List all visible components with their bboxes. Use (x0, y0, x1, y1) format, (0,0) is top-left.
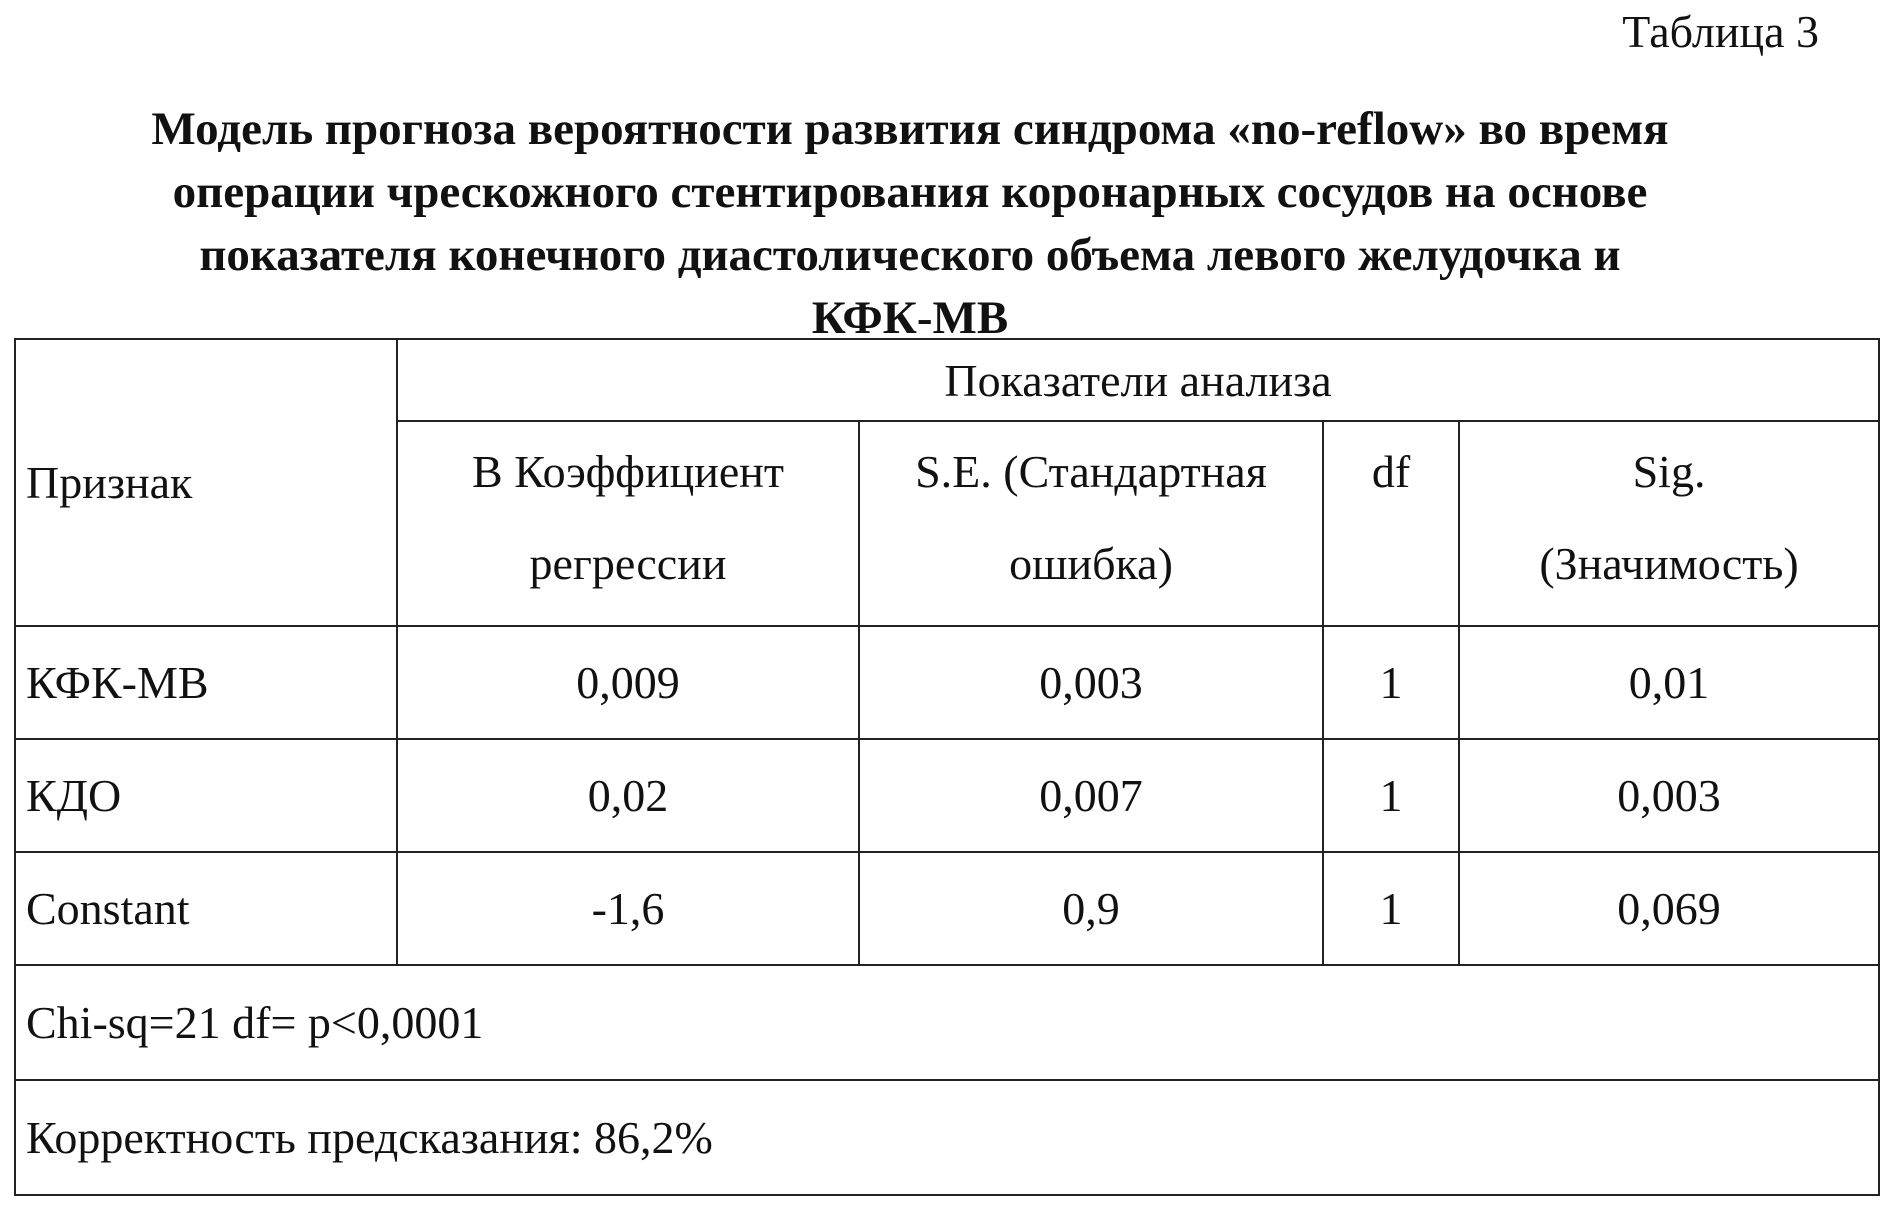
column-header-sig-line-2: (Значимость) (1539, 538, 1799, 589)
cell-feature: КФК-МВ (15, 626, 397, 739)
title-line-2: операции чрескожного стентирования коронарных сосудов на основе (172, 166, 1648, 218)
header-row-group (15, 339, 1879, 421)
cell-sig: 0,069 (1459, 852, 1879, 965)
table-row (15, 852, 1879, 965)
cell-df: 1 (1323, 852, 1459, 965)
column-header-df (1323, 421, 1459, 626)
feature-header: Признак (15, 339, 397, 626)
cell-b: 0,02 (397, 739, 859, 852)
group-header: Показатели анализа (397, 339, 1879, 421)
table-number-label: Таблица 3 (1622, 6, 1819, 57)
regression-table (14, 338, 1880, 1196)
column-header-sig-line-1: Sig. (1632, 446, 1706, 497)
title-line-1: Модель прогноза вероятности развития синдрома «no-reflow» во время (151, 103, 1669, 155)
cell-sig: 0,003 (1459, 739, 1879, 852)
column-header-b-line-2: регрессии (529, 538, 727, 589)
cell-df: 1 (1323, 739, 1459, 852)
column-header-b-line-1: В Коэффициент (472, 446, 784, 497)
cell-df: 1 (1323, 626, 1459, 739)
column-header-se-line-2: ошибка) (1009, 538, 1173, 589)
prediction-accuracy: Корректность предсказания: 86,2% (15, 1080, 1879, 1195)
table-row (15, 626, 1879, 739)
cell-feature: Constant (15, 852, 397, 965)
cell-b: -1,6 (397, 852, 859, 965)
title-line-4: КФК-МВ (811, 292, 1009, 344)
cell-se: 0,003 (859, 626, 1323, 739)
chi-square-summary: Chi-sq=21 df= p<0,0001 (15, 965, 1879, 1080)
column-header-b (397, 421, 859, 626)
cell-sig: 0,01 (1459, 626, 1879, 739)
column-header-df-line-1: df (1371, 446, 1411, 497)
footer-row-chi-square (15, 965, 1879, 1080)
table-row (15, 739, 1879, 852)
title-line-3: показателя конечного диастолического объема левого желудочка и (199, 229, 1621, 281)
footer-row-accuracy (15, 1080, 1879, 1195)
cell-se: 0,007 (859, 739, 1323, 852)
cell-se: 0,9 (859, 852, 1323, 965)
column-header-se-line-1: S.E. (Стандартная (915, 446, 1267, 497)
column-header-sig (1459, 421, 1879, 626)
column-header-se (859, 421, 1323, 626)
cell-feature: КДО (15, 739, 397, 852)
cell-b: 0,009 (397, 626, 859, 739)
table-title (20, 98, 1800, 350)
